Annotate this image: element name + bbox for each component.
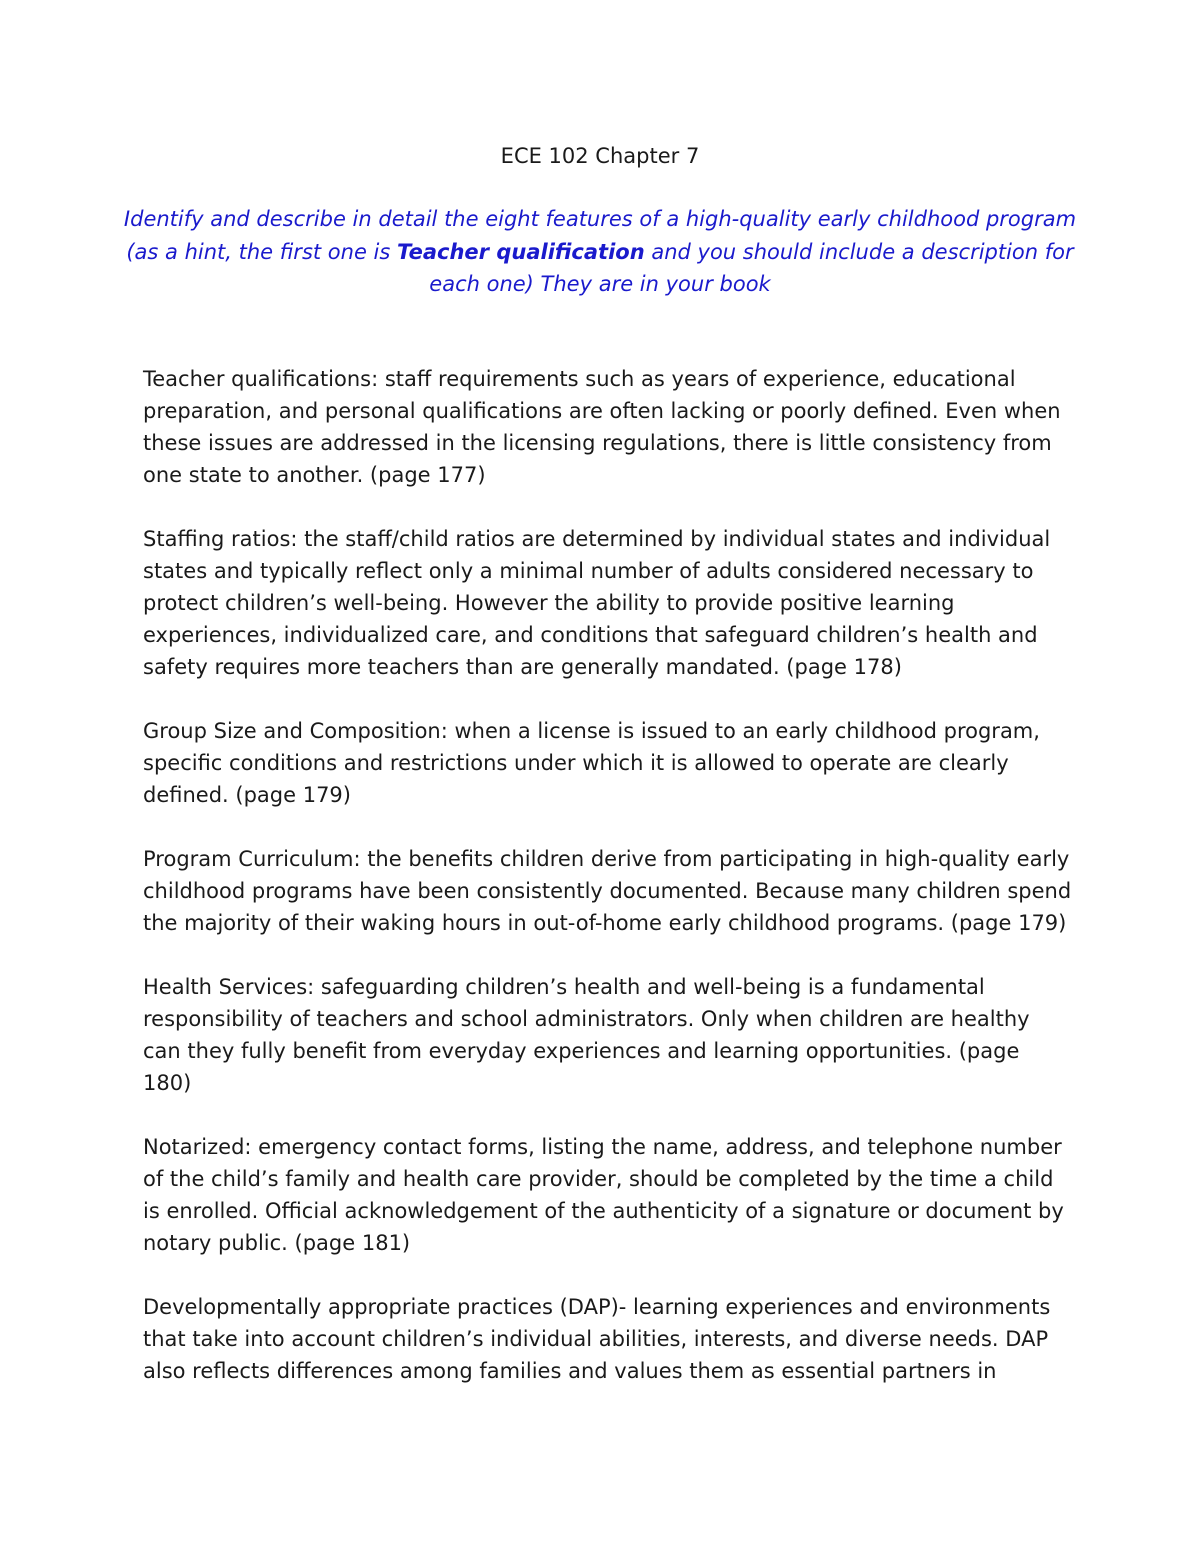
paragraph-group-size: Group Size and Composition: when a license is issued to an early childhood program, specific conditions and restrictions under which it is allowed to operate are clearly defined. (page 179) — [143, 719, 1040, 807]
paragraph-notarized: Notarized: emergency contact forms, listing the name, address, and telephone number of the child’s family and health care provider, should be completed by the time a child is enrolled. Official acknowledgement of the authenticity of a signature or document by notary public. (page 181) — [143, 1135, 1064, 1255]
paragraph-dap: Developmentally appropriate practices (DAP)- learning experiences and environments that take into account children’s individual abilities, interests, and diverse needs. DAP also reflects differences among families and values them as essential partners in — [143, 1295, 1051, 1383]
answer-body — [143, 363, 1073, 1419]
paragraph-program-curriculum: Program Curriculum: the benefits children derive from participating in high-quality early childhood programs have been consistently documented. Because many children spend the majority of their waking hours in out-of-home early childhood programs. (page 179) — [143, 847, 1072, 935]
assignment-prompt — [120, 203, 1080, 301]
document-title: ECE 102 Chapter 7 — [500, 144, 700, 168]
prompt-text-2: and you should include a description for each one) They are in your book — [429, 239, 1074, 296]
paragraph-teacher-qualifications: Teacher qualifications: staff requirements such as years of experience, educational preparation, and personal qualifications are often lacking or poorly defined. Even when these issues are addressed in the licensing regulations, there is little consistency from one state to another. (page 177) — [143, 367, 1061, 487]
prompt-text-1: Identify and describe in detail the eight features of a high-quality early childhood program (as a hint, the first one is — [123, 207, 1077, 264]
prompt-emphasis: Teacher qualification — [397, 239, 645, 264]
paragraph-health-services: Health Services: safeguarding children’s health and well-being is a fundamental responsibility of teachers and school administrators. Only when children are healthy can they fully benefit from everyday experiences and learning opportunities. (page 180) — [143, 975, 1030, 1095]
paragraph-staffing-ratios: Staffing ratios: the staff/child ratios are determined by individual states and individual states and typically reflect only a minimal number of adults considered necessary to protect children’s well-being. However the ability to provide positive learning experiences, individualized care, and conditions that safeguard children’s health and safety requires more teachers than are generally mandated. (page 178) — [143, 527, 1051, 679]
